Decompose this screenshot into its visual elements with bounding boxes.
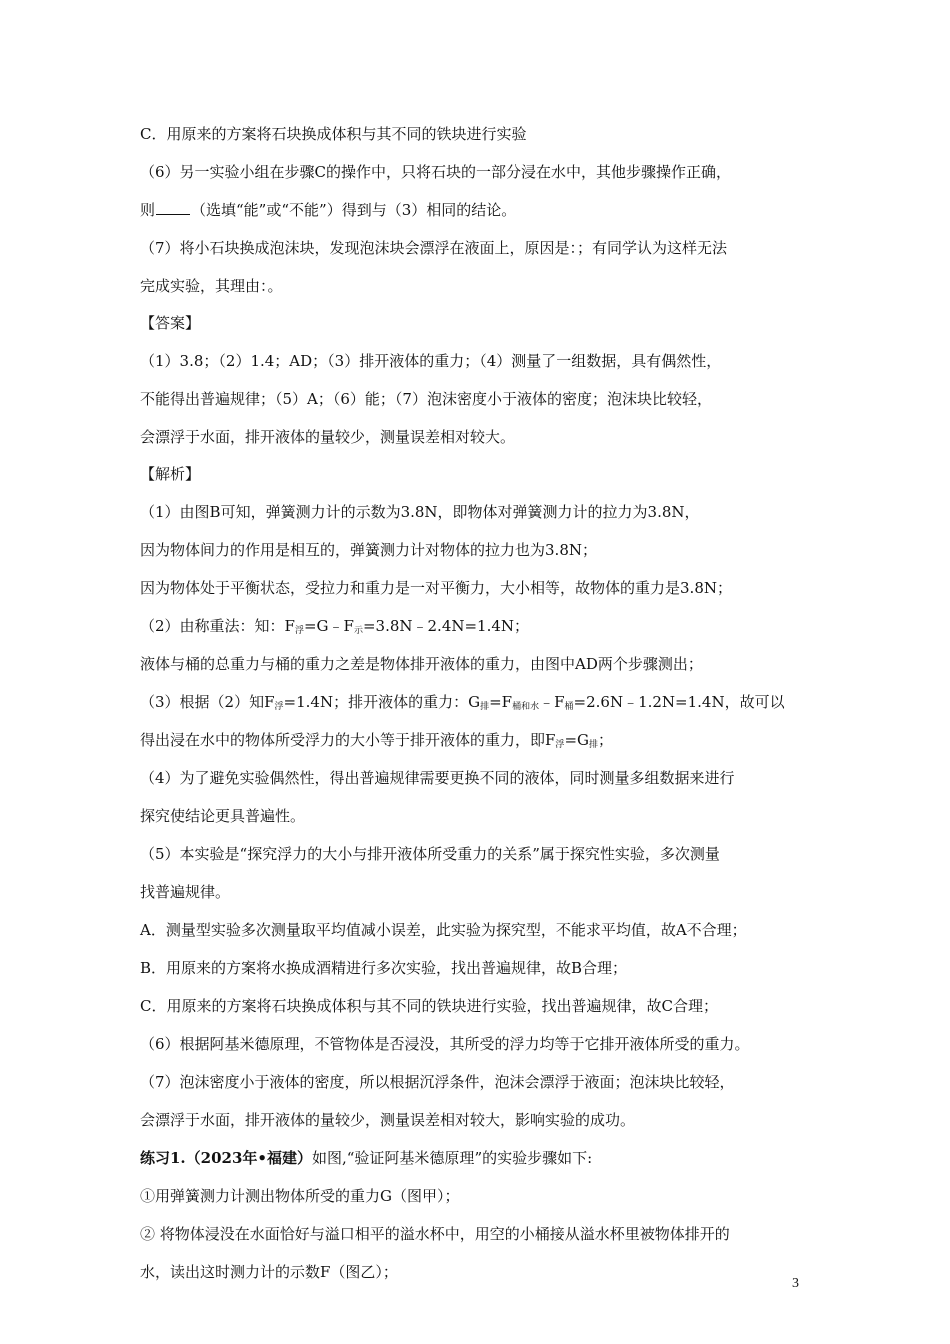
subscript: 桶: [564, 702, 574, 712]
analysis-line-11: 找普遍规律。: [140, 883, 231, 901]
analysis-line-4: [140, 616, 820, 636]
analysis-line-2: 因为物体间力的作用是相互的，弹簧测力计对物体的拉力也为3.8N；: [140, 541, 597, 559]
question-7-line-1: （7）将小石块换成泡沫块，发现泡沫块会漂浮在液面上，原因是：；有同学认为这样无法: [140, 239, 728, 257]
option-c-line: C．用原来的方案将石块换成体积与其不同的铁块进行实验: [140, 125, 527, 143]
exercise-step-2: ② 将物体浸没在水面恰好与溢口相平的溢水杯中，用空的小桶接从溢水杯里被物体排开的: [140, 1225, 730, 1243]
text: （3）根据（2）知F: [140, 693, 275, 711]
answer-line-1: （1）3.8；（2）1.4；AD；（3）排开液体的重力；（4）测量了一组数据，具有偶然性，: [140, 352, 722, 370]
text: （2）由称重法：知：F: [140, 617, 295, 635]
text: =2.6N﹣1.2N=1.4N，故可以: [573, 693, 785, 711]
subscript: 浮: [274, 702, 284, 712]
subscript: 示: [353, 626, 363, 636]
question-6-line-2: [140, 200, 820, 220]
text: =1.4N；排开液体的重力：G: [283, 693, 481, 711]
analysis-line-5: 液体与桶的总重力与桶的重力之差是物体排开液体的重力，由图中AD两个步骤测出；: [140, 655, 703, 673]
analysis-line-13: B．用原来的方案将水换成酒精进行多次实验，找出普遍规律，故B合理；: [140, 959, 628, 977]
subscript: 排: [480, 702, 490, 712]
analysis-line-12: A．测量型实验多次测量取平均值减小误差，此实验为探究型，不能求平均值，故A不合理；: [140, 921, 747, 939]
analysis-line-14: C．用原来的方案将石块换成体积与其不同的铁块进行实验，找出普遍规律，故C合理；: [140, 997, 718, 1015]
exercise-1-title: [140, 1148, 820, 1168]
subscript: 排: [589, 740, 599, 750]
text: =G: [564, 731, 589, 749]
exercise-step-1: ①用弹簧测力计测出物体所受的重力G（图甲）；: [140, 1187, 460, 1205]
analysis-line-7: [140, 730, 820, 750]
answer-heading: 【答案】: [140, 314, 201, 332]
text: ﹣F: [539, 693, 565, 711]
answer-blank: [156, 200, 190, 215]
analysis-line-8: （4）为了避免实验偶然性，得出普遍规律需要更换不同的液体，同时测量多组数据来进行: [140, 769, 735, 787]
subscript: 浮: [555, 740, 565, 750]
text: 得出浸在水中的物体所受浮力的大小等于排开液体的重力，即F: [140, 731, 556, 749]
exercise-label: 练习1.（2023年•福建）: [140, 1149, 312, 1167]
question-6-line-1: （6）另一实验小组在步骤C的操作中，只将石块的一部分浸在水中，其他步骤操作正确，: [140, 163, 732, 181]
analysis-line-16: （7）泡沫密度小于液体的密度，所以根据沉浮条件，泡沫会漂浮于液面；泡沫块比较轻，: [140, 1073, 735, 1091]
analysis-line-10: （5）本实验是“探究浮力的大小与排开液体所受重力的关系”属于探究性实验，多次测量: [140, 845, 720, 863]
question-7-line-2: 完成实验，其理由：。: [140, 277, 283, 295]
text: =3.8N﹣2.4N=1.4N；: [362, 617, 530, 635]
analysis-line-3: 因为物体处于平衡状态，受拉力和重力是一对平衡力，大小相等，故物体的重力是3.8N；: [140, 579, 732, 597]
text: 则: [140, 201, 156, 219]
analysis-line-1: （1）由图B可知，弹簧测力计的示数为3.8N，即物体对弹簧测力计的拉力为3.8N，: [140, 503, 700, 521]
text: 如图,“验证阿基米德原理”的实验步骤如下:: [312, 1149, 593, 1167]
exercise-step-2-cont: 水，读出这时测力计的示数F（图乙）；: [140, 1263, 398, 1281]
text: ；: [598, 731, 614, 749]
page-body: [140, 124, 820, 1282]
analysis-line-6: [140, 692, 820, 712]
page-number: 3: [792, 1276, 799, 1291]
subscript: 桶和水: [512, 702, 540, 712]
answer-line-2: 不能得出普遍规律；（5）A；（6）能；（7）泡沫密度小于液体的密度；泡沫块比较轻，: [140, 390, 712, 408]
analysis-line-17: 会漂浮于水面，排开液体的量较少，测量误差相对较大，影响实验的成功。: [140, 1111, 636, 1129]
analysis-line-15: （6）根据阿基米德原理，不管物体是否浸没，其所受的浮力均等于它排开液体所受的重力。: [140, 1035, 750, 1053]
answer-line-3: 会漂浮于水面，排开液体的量较少，测量误差相对较大。: [140, 428, 516, 446]
text: =G﹣F: [303, 617, 354, 635]
analysis-line-9: 探究使结论更具普遍性。: [140, 807, 306, 825]
text: =F: [489, 693, 513, 711]
subscript: 浮: [294, 626, 304, 636]
analysis-heading: 【解析】: [140, 465, 201, 483]
text: （选填“能”或“不能”）得到与（3）相同的结论。: [191, 201, 517, 219]
